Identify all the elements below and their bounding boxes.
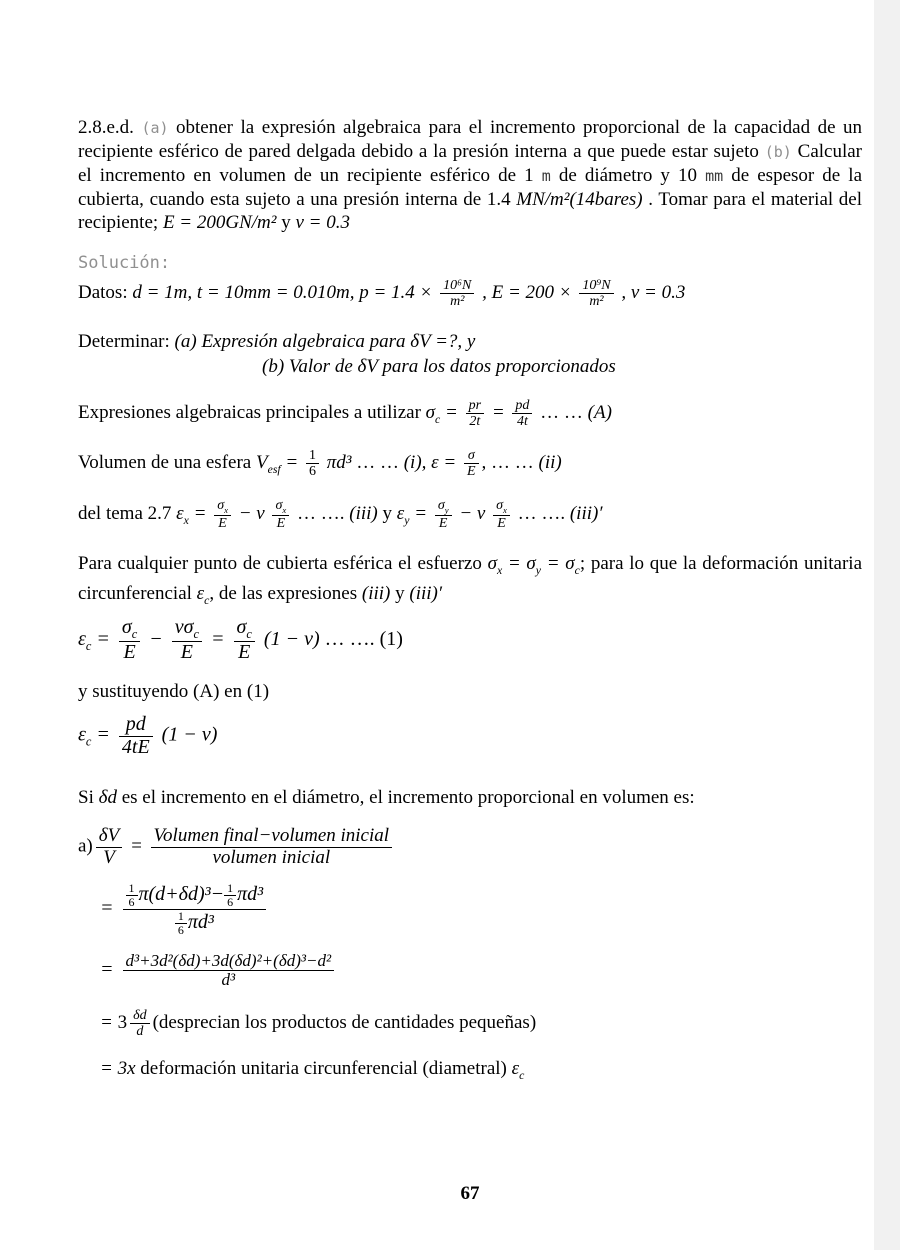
dots: … … <box>356 451 399 473</box>
equation-d <box>100 1008 884 1039</box>
subscript: y <box>535 563 542 577</box>
equation-tag: (iii)′ <box>569 503 603 524</box>
equation-2-7 <box>78 498 862 531</box>
math-var: σ <box>425 401 436 423</box>
subscript: y <box>444 504 449 515</box>
mono-run: (b) <box>764 143 792 161</box>
text-run: del tema 2.7 <box>78 503 177 524</box>
fraction <box>224 882 236 909</box>
equals: = <box>100 897 114 919</box>
subscript: y <box>404 513 410 527</box>
fraction-denominator: volumen inicial <box>212 846 331 868</box>
fraction-numerator <box>493 498 510 516</box>
equals: = <box>445 401 458 423</box>
math-run: πd³ <box>187 910 214 933</box>
fraction-denominator: d <box>136 1024 144 1040</box>
math-var: ε <box>196 582 205 604</box>
fraction <box>466 398 484 429</box>
fraction <box>306 448 319 479</box>
equation-A <box>78 398 862 429</box>
fraction-numerator: pr <box>466 398 484 414</box>
fraction <box>119 617 140 664</box>
fraction-denominator: E <box>218 516 227 532</box>
dots: … …. <box>324 628 375 651</box>
label: Datos: <box>78 281 128 303</box>
text-run: obtener la expresión algebraica para el incremento proporcional de la capacidad de un recipiente esférico de pared delgada debido a la presión interna a que puede estar sujeto <box>78 117 863 162</box>
subscript: c <box>435 412 441 426</box>
fraction-denominator: E <box>276 516 286 532</box>
dots: … …. <box>517 503 566 524</box>
math-var: σ <box>437 498 445 513</box>
fraction <box>172 617 202 664</box>
math-var: σ <box>217 498 225 513</box>
math-run: (iii)′ <box>409 582 443 604</box>
item-label: a) <box>78 835 93 857</box>
equation-tag: (1) <box>379 628 403 651</box>
fraction-denominator: E <box>123 641 136 664</box>
dots: … … <box>491 451 534 473</box>
equals: = <box>96 723 110 746</box>
fraction-denominator: m² <box>450 294 465 310</box>
math-run: , E = 200 × <box>482 281 572 303</box>
fraction-denominator: 6 <box>309 464 316 480</box>
subscript: c <box>574 563 580 577</box>
subscript: c <box>519 1068 525 1082</box>
math-var: ε <box>78 628 86 651</box>
fraction-numerator: 10⁹N <box>579 278 613 294</box>
math-run: (1 − v) <box>161 723 218 746</box>
math-run: d = 1m, t = 10mm = 0.010m, p = 1.4 × <box>132 281 433 303</box>
fraction-denominator: 6 <box>227 894 234 909</box>
fraction-denominator: E <box>180 641 193 664</box>
problem-statement <box>78 116 862 234</box>
subscript: c <box>246 627 252 641</box>
math-var: σ <box>487 553 497 574</box>
fraction-numerator: 1 <box>126 882 138 896</box>
text-run: de las expresiones <box>214 582 362 604</box>
math-var: σ <box>496 498 503 513</box>
fraction-denominator <box>123 910 267 937</box>
math-run: 3x <box>117 1058 136 1079</box>
equation-volume <box>78 448 862 479</box>
subscript: c <box>204 593 210 607</box>
fraction-denominator: E <box>438 516 448 532</box>
text-run: deformación unitaria circunferencial (diametral) <box>135 1058 512 1079</box>
equation-tag: (i), <box>403 451 427 473</box>
fraction-numerator <box>272 498 289 516</box>
equals: = <box>129 835 143 857</box>
fraction-denominator: 4tE <box>121 735 150 758</box>
math-var: σ <box>275 498 283 513</box>
math-var: σ <box>565 553 575 574</box>
fraction-denominator: 6 <box>128 894 135 909</box>
text-run: para lo que la deformación unitaria circunferencial <box>78 553 862 604</box>
equals: = <box>491 401 505 423</box>
subscript: c <box>131 627 138 641</box>
fraction-numerator: δV <box>96 826 122 848</box>
text-run: y <box>281 212 296 233</box>
determine-line-1 <box>78 331 862 353</box>
fraction-numerator <box>234 617 255 642</box>
subscript: c <box>85 734 92 749</box>
subscript: x <box>183 513 189 527</box>
fraction-numerator: σ <box>464 448 479 464</box>
page-number: 67 <box>460 1183 480 1204</box>
equation-tag: (iii) <box>349 503 378 524</box>
fraction-denominator: d³ <box>221 970 236 990</box>
fraction-denominator: E <box>238 641 251 664</box>
text-run: Expresiones algebraicas principales a utilizar <box>78 401 426 423</box>
fraction-numerator: pd <box>119 714 153 737</box>
equation-b <box>100 882 884 937</box>
equation-e <box>100 1058 884 1083</box>
math-run: E = 200GN/m² <box>162 212 277 233</box>
text-run: es el incremento en el diámetro, el incremento proporcional en volumen es: <box>116 787 695 808</box>
math-var: v <box>476 503 486 524</box>
fraction <box>126 882 138 909</box>
equation-tag: (A) <box>587 401 612 423</box>
fraction-numerator <box>119 617 140 642</box>
equals: = <box>507 553 521 574</box>
equation-ec <box>78 714 862 758</box>
text-run: de espesor de la cubierta, cuando esta sujeto a una presión interna de 1.4 <box>78 165 863 210</box>
text-run: Volumen de una esfera <box>78 451 256 473</box>
text-run: Si <box>78 787 99 808</box>
equals: = <box>193 503 207 524</box>
math-var: σ <box>121 616 132 638</box>
text-run: Calcular el incremento en volumen de un recipiente esférico de 1 <box>78 141 862 186</box>
math-run: (iii) <box>361 582 391 604</box>
equals: = <box>100 1058 113 1079</box>
fraction-numerator: 1 <box>306 448 319 464</box>
math-var: v <box>174 616 184 638</box>
coefficient: 3 <box>117 1011 128 1033</box>
math-var: ε <box>396 503 405 524</box>
math-run: π(d+δd)³ <box>138 883 211 906</box>
fraction-denominator: 2t <box>469 414 481 430</box>
fraction-numerator <box>435 498 452 516</box>
fraction <box>130 1008 150 1039</box>
math-var: ε <box>78 723 86 746</box>
mono-run: m <box>541 167 551 185</box>
fraction-numerator: 10⁶N <box>440 278 474 294</box>
equals: = <box>443 451 457 473</box>
comma: , <box>481 451 487 473</box>
fraction <box>272 498 289 531</box>
minus: − <box>459 503 473 524</box>
equation-a <box>78 826 862 868</box>
equals: = <box>211 628 225 651</box>
fraction <box>440 278 474 309</box>
equals: = <box>285 451 299 473</box>
subscript: c <box>85 639 92 654</box>
fraction <box>435 498 452 531</box>
math-var: σ <box>526 553 536 574</box>
math-run: , v = 0.3 <box>621 281 686 303</box>
label: Determinar: <box>78 331 170 352</box>
fraction <box>175 910 187 937</box>
stress-paragraph <box>78 552 862 612</box>
subscript: x <box>282 504 287 515</box>
data-line <box>78 278 862 309</box>
math-var: V <box>255 451 268 473</box>
math-var: ε <box>176 503 184 524</box>
math-var: v <box>256 503 265 524</box>
fraction-denominator: 6 <box>177 922 184 937</box>
fraction-numerator: Volumen final−volumen inicial <box>151 826 393 848</box>
fraction-denominator: V <box>103 846 115 868</box>
math-var: ε <box>431 451 439 473</box>
text-run: y <box>390 582 410 604</box>
fraction <box>214 498 231 531</box>
punctuation: ; <box>579 553 586 574</box>
subscript: esf <box>267 462 281 476</box>
text-run: . Tomar para el material del recipiente; <box>78 189 863 233</box>
fraction <box>579 278 613 309</box>
increment-line <box>78 787 862 809</box>
fraction-numerator: δd <box>130 1008 150 1024</box>
math-run: δd <box>98 787 117 808</box>
fraction-numerator: d³+3d²(δd)+3d(δd)²+(δd)³−d² <box>123 952 335 971</box>
equals: = <box>100 958 114 981</box>
equals: = <box>414 503 428 524</box>
math-run: πd³ <box>326 451 352 473</box>
fraction-numerator <box>172 617 202 642</box>
minus: − <box>149 628 163 651</box>
equals: = <box>96 628 110 651</box>
math-var: σ <box>236 616 247 638</box>
equals: = <box>546 553 560 574</box>
math-run: (a) Expresión algebraica para δV =?, y <box>174 331 476 352</box>
fraction-numerator: 1 <box>175 910 187 924</box>
equals: = <box>100 1011 113 1033</box>
mono-run: (a) <box>141 119 169 137</box>
text-run: 2.8.e.d. <box>78 117 134 138</box>
fraction <box>493 498 510 531</box>
determine-line-2: (b) Valor de δV para los datos proporcionados <box>262 356 616 377</box>
dots: … … <box>540 401 583 423</box>
punctuation: , <box>209 582 215 604</box>
subscript: x <box>224 504 228 515</box>
fraction-denominator: E <box>497 516 506 532</box>
text-run: Para cualquier punto de cubierta esférica el esfuerzo <box>78 553 488 574</box>
dots: … …. <box>297 503 345 524</box>
fraction <box>123 952 335 990</box>
minus: − <box>238 503 252 524</box>
solution-label: Solución: <box>78 253 171 273</box>
math-run: πd³ <box>237 883 264 906</box>
fraction <box>512 398 532 429</box>
substitution-line: y sustituyendo (A) en (1) <box>78 681 270 702</box>
subscript: c <box>193 627 200 641</box>
fraction-denominator: m² <box>589 294 604 310</box>
conjunction: y <box>382 503 392 524</box>
fraction-denominator: E <box>466 464 476 480</box>
math-var: σ <box>183 616 194 638</box>
fraction <box>151 826 393 868</box>
fraction-numerator: 1 <box>224 882 236 896</box>
fraction-numerator <box>214 498 231 516</box>
text-run: (desprecian los productos de cantidades pequeñas) <box>152 1011 537 1033</box>
text-run: de diámetro y 10 <box>558 165 698 186</box>
fraction <box>119 714 153 758</box>
equation-c <box>100 952 884 990</box>
mono-run: mm <box>705 167 724 185</box>
equation-1 <box>78 617 862 664</box>
equation-tag: (ii) <box>538 451 562 473</box>
fraction <box>123 882 267 937</box>
fraction <box>234 617 255 664</box>
fraction-numerator: pd <box>512 398 532 414</box>
subscript: x <box>503 504 507 515</box>
math-run: MN/m²(14bares) <box>516 189 643 210</box>
fraction-denominator: 4t <box>516 414 528 430</box>
subscript: x <box>496 563 503 577</box>
math-var: ε <box>511 1058 520 1079</box>
minus: − <box>210 883 225 906</box>
fraction <box>96 826 122 868</box>
fraction <box>464 448 479 479</box>
math-run: v = 0.3 <box>295 212 350 233</box>
math-run: (1 − v) <box>263 628 320 651</box>
fraction-numerator <box>123 882 267 910</box>
